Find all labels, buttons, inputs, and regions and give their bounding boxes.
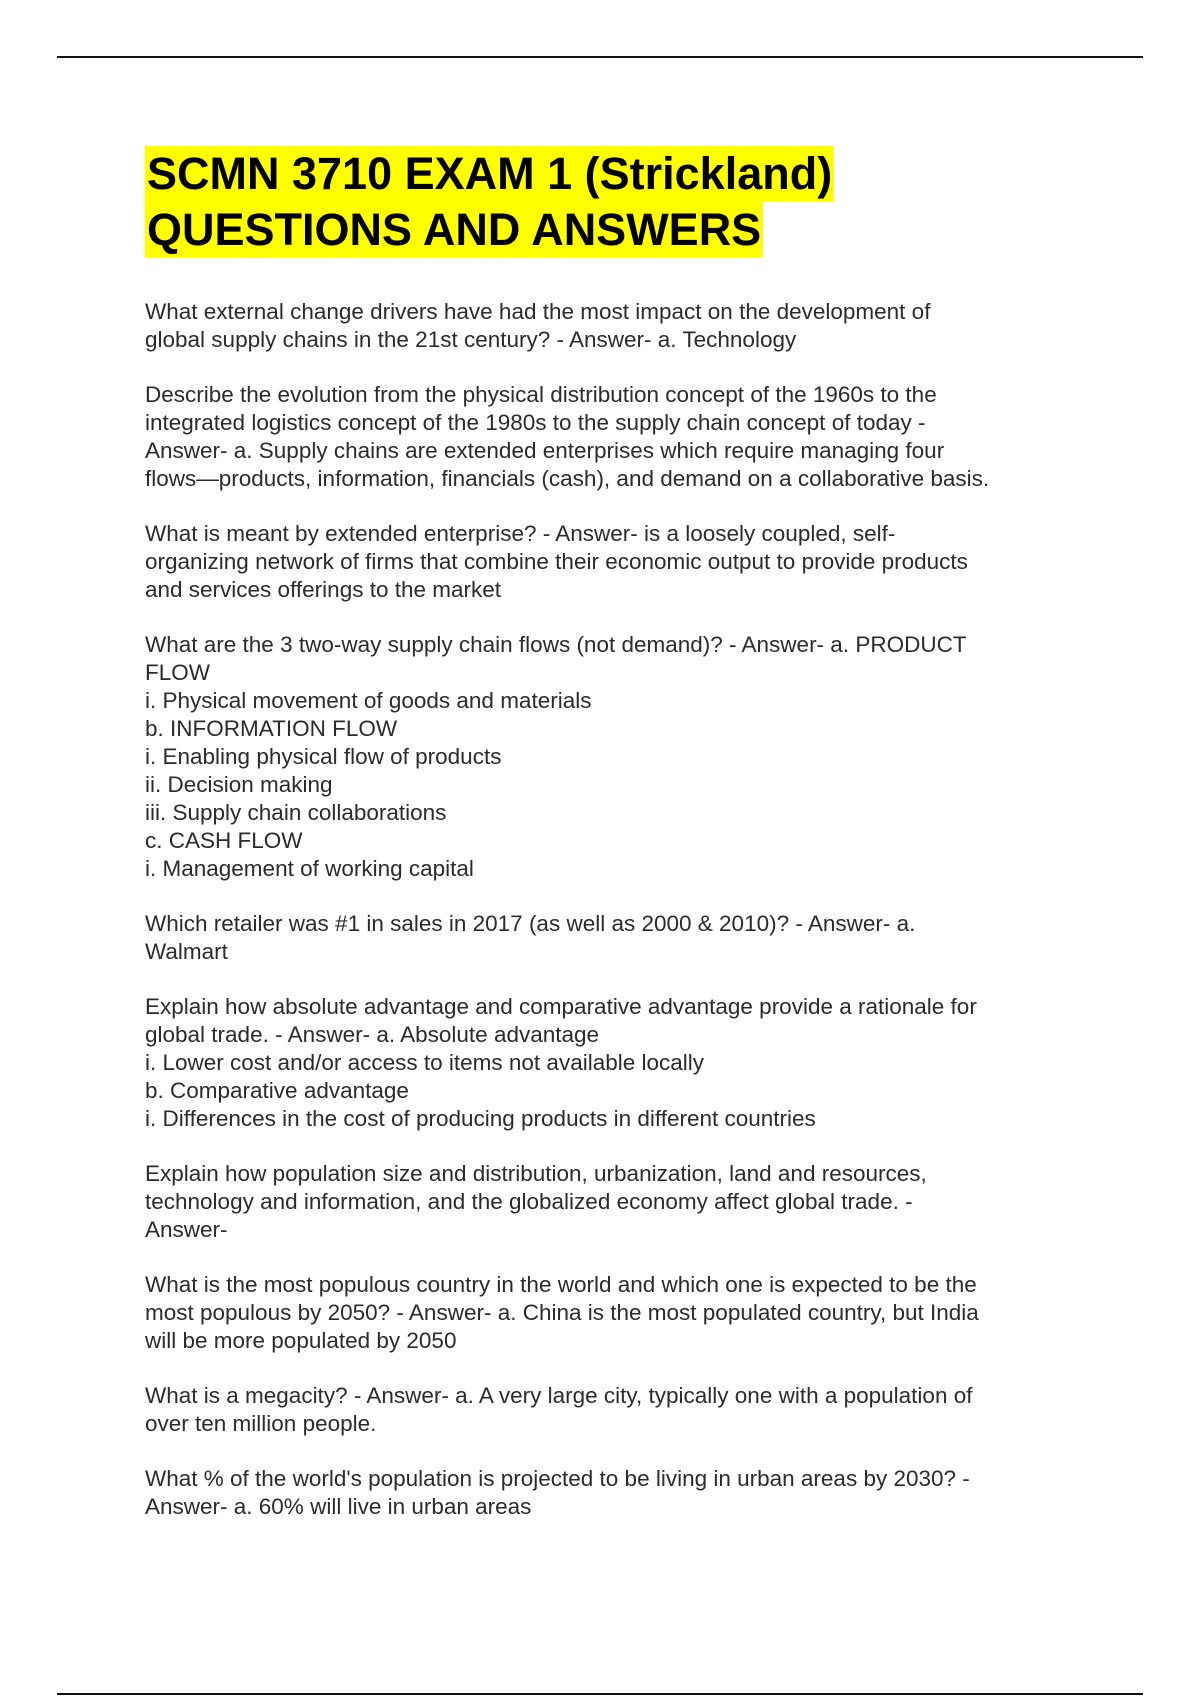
qa-item-1 — [145, 298, 1065, 354]
qa-item-7 — [145, 1160, 1065, 1244]
qa-line: What % of the world's population is projected to be living in urban areas by 2030? - — [145, 1466, 970, 1491]
document-title — [145, 146, 1065, 258]
qa-line: Walmart — [145, 939, 228, 964]
qa-line: will be more populated by 2050 — [145, 1328, 457, 1353]
qa-item-9 — [145, 1382, 1065, 1438]
qa-line: b. INFORMATION FLOW — [145, 716, 398, 741]
qa-line: What is the most populous country in the world and which one is expected to be the — [145, 1272, 977, 1297]
footer-rule — [57, 1693, 1143, 1695]
qa-line: i. Physical movement of goods and materials — [145, 688, 592, 713]
qa-line: iii. Supply chain collaborations — [145, 800, 447, 825]
qa-line: Explain how absolute advantage and comparative advantage provide a rationale for — [145, 994, 977, 1019]
qa-line: global trade. - Answer- a. Absolute advantage — [145, 1022, 600, 1047]
qa-item-3 — [145, 520, 1065, 604]
qa-line: most populous by 2050? - Answer- a. China is the most populated country, but India — [145, 1300, 979, 1325]
qa-item-4 — [145, 631, 1065, 883]
qa-line: b. Comparative advantage — [145, 1078, 409, 1103]
qa-line: i. Lower cost and/or access to items not available locally — [145, 1050, 705, 1075]
title-line-2: QUESTIONS AND ANSWERS — [145, 202, 763, 258]
qa-line: global supply chains in the 21st century? - Answer- a. Technology — [145, 327, 797, 352]
qa-item-10 — [145, 1465, 1065, 1521]
qa-line: Answer- a. 60% will live in urban areas — [145, 1494, 532, 1519]
qa-line: organizing network of firms that combine their economic output to provide products — [145, 549, 968, 574]
qa-line: Which retailer was #1 in sales in 2017 (as well as 2000 & 2010)? - Answer- a. — [145, 911, 916, 936]
qa-item-8 — [145, 1271, 1065, 1355]
qa-line: technology and information, and the globalized economy affect global trade. - — [145, 1189, 913, 1214]
qa-line: ii. Decision making — [145, 772, 333, 797]
header-rule — [57, 56, 1143, 58]
qa-line: and services offerings to the market — [145, 577, 502, 602]
qa-line: Answer- a. Supply chains are extended enterprises which require managing four — [145, 438, 945, 463]
qa-line: over ten million people. — [145, 1411, 377, 1436]
qa-item-5 — [145, 910, 1065, 966]
qa-item-2 — [145, 381, 1065, 493]
qa-line: What is a megacity? - Answer- a. A very large city, typically one with a population of — [145, 1383, 973, 1408]
qa-line: Explain how population size and distribution, urbanization, land and resources, — [145, 1161, 927, 1186]
qa-line: FLOW — [145, 660, 210, 685]
document-body — [145, 146, 1065, 1548]
qa-line: i. Enabling physical flow of products — [145, 744, 502, 769]
qa-line: c. CASH FLOW — [145, 828, 303, 853]
qa-line: Answer- — [145, 1217, 228, 1242]
qa-line: i. Management of working capital — [145, 856, 474, 881]
qa-line: i. Differences in the cost of producing products in different countries — [145, 1106, 816, 1131]
qa-line: flows—products, information, financials (cash), and demand on a collaborative basis. — [145, 466, 990, 491]
qa-line: integrated logistics concept of the 1980s to the supply chain concept of today - — [145, 410, 926, 435]
qa-item-6 — [145, 993, 1065, 1133]
qa-line: What is meant by extended enterprise? - Answer- is a loosely coupled, self- — [145, 521, 896, 546]
qa-line: What external change drivers have had the most impact on the development of — [145, 299, 931, 324]
title-line-1: SCMN 3710 EXAM 1 (Strickland) — [145, 146, 834, 202]
qa-line: Describe the evolution from the physical distribution concept of the 1960s to the — [145, 382, 937, 407]
qa-line: What are the 3 two-way supply chain flows (not demand)? - Answer- a. PRODUCT — [145, 632, 967, 657]
